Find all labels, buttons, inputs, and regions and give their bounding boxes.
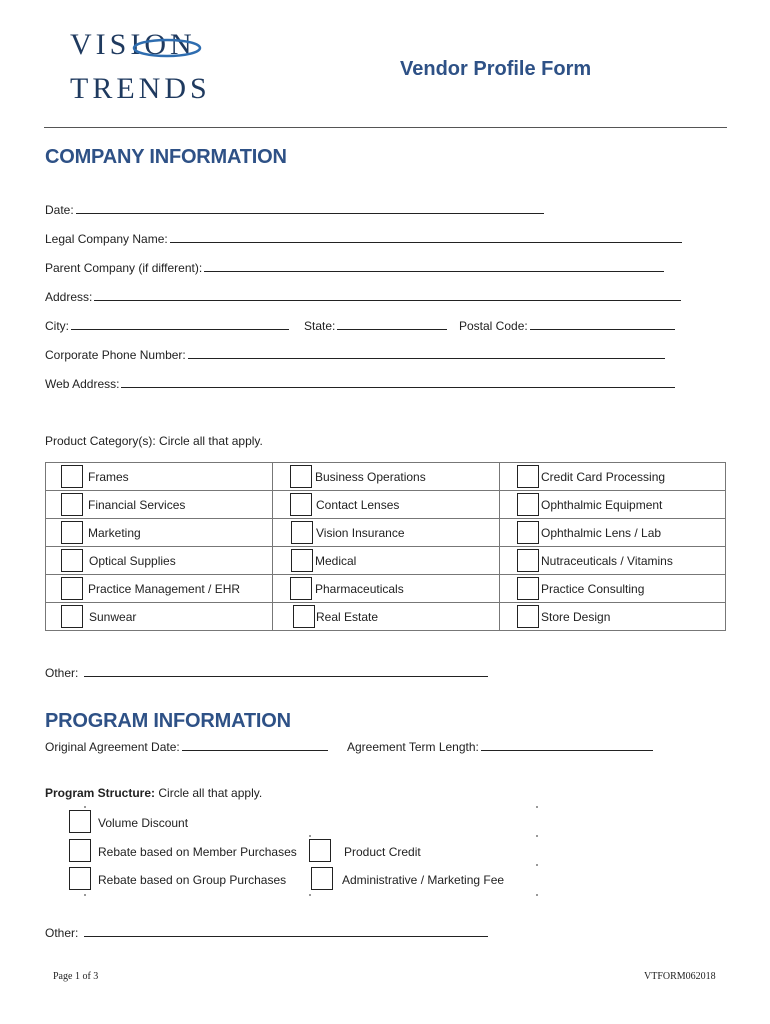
phone-line[interactable] (188, 347, 665, 359)
category-cell[interactable]: Ophthalmic Lens / Lab (500, 519, 726, 547)
checkbox[interactable] (291, 521, 313, 544)
checkbox[interactable] (517, 605, 539, 628)
corner-tick (309, 835, 311, 837)
checkbox[interactable] (517, 577, 539, 600)
parent-company-line[interactable] (204, 260, 664, 272)
city-line[interactable] (71, 318, 289, 330)
category-table (45, 462, 726, 631)
header-divider (44, 127, 727, 128)
table-row (46, 519, 726, 547)
state-field[interactable]: State: (304, 318, 447, 333)
program-other-field[interactable]: Other: (45, 925, 488, 940)
category-cell[interactable]: Practice Management / EHR (46, 575, 273, 603)
checkbox[interactable] (61, 577, 83, 600)
address-line[interactable] (94, 289, 681, 301)
category-cell[interactable]: Nutraceuticals / Vitamins (500, 547, 726, 575)
checkbox[interactable] (69, 867, 91, 890)
postal-field[interactable]: Postal Code: (459, 318, 675, 333)
checkbox[interactable] (293, 605, 315, 628)
category-cell[interactable]: Sunwear (46, 603, 273, 631)
address-field[interactable]: Address: (45, 289, 681, 304)
category-cell[interactable]: Optical Supplies (46, 547, 273, 575)
date-line[interactable] (76, 202, 544, 214)
checkbox[interactable] (69, 839, 91, 862)
company-other-line[interactable] (84, 665, 488, 677)
checkbox[interactable] (290, 577, 312, 600)
category-cell[interactable]: Pharmaceuticals (273, 575, 500, 603)
corner-tick (536, 835, 538, 837)
table-row (46, 603, 726, 631)
logo-eye-icon (132, 36, 202, 60)
table-row (46, 547, 726, 575)
category-cell[interactable]: Business Operations (273, 463, 500, 491)
corner-tick (536, 806, 538, 808)
structure-prompt: Program Structure: Circle all that apply. (45, 786, 263, 800)
checkbox[interactable] (69, 810, 91, 833)
program-other-line[interactable] (84, 925, 488, 937)
category-cell[interactable]: Credit Card Processing (500, 463, 726, 491)
postal-line[interactable] (530, 318, 675, 330)
term-length-field[interactable]: Agreement Term Length: (347, 739, 653, 754)
corner-tick (536, 894, 538, 896)
table-row (46, 491, 726, 519)
legal-name-line[interactable] (170, 231, 682, 243)
checkbox[interactable] (61, 549, 83, 572)
checkbox[interactable] (61, 521, 83, 544)
corner-tick (536, 864, 538, 866)
checkbox[interactable] (311, 867, 333, 890)
category-prompt: Product Category(s): Circle all that apply. (45, 434, 263, 448)
logo-line-1: VISION (70, 28, 196, 61)
checkbox[interactable] (290, 493, 312, 516)
phone-field[interactable]: Corporate Phone Number: (45, 347, 665, 362)
category-cell[interactable]: Financial Services (46, 491, 273, 519)
web-line[interactable] (121, 376, 675, 388)
date-field[interactable]: Date: (45, 202, 544, 217)
legal-name-field[interactable]: Legal Company Name: (45, 231, 682, 246)
corner-tick (309, 894, 311, 896)
parent-company-field[interactable]: Parent Company (if different): (45, 260, 664, 275)
corner-tick (84, 894, 86, 896)
checkbox[interactable] (517, 549, 539, 572)
checkbox[interactable] (61, 605, 83, 628)
checkbox[interactable] (61, 465, 83, 488)
checkbox[interactable] (517, 493, 539, 516)
structure-option[interactable]: Volume Discount (69, 810, 309, 836)
structure-option[interactable]: Rebate based on Group Purchases (69, 867, 309, 893)
category-cell[interactable]: Ophthalmic Equipment (500, 491, 726, 519)
category-cell[interactable]: Store Design (500, 603, 726, 631)
checkbox[interactable] (290, 465, 312, 488)
form-code: VTFORM062018 (644, 971, 716, 982)
category-cell[interactable]: Real Estate (273, 603, 500, 631)
agreement-date-line[interactable] (182, 739, 328, 751)
checkbox[interactable] (291, 549, 313, 572)
company-heading: COMPANY INFORMATION (45, 146, 287, 168)
logo (70, 28, 240, 108)
category-cell[interactable]: Marketing (46, 519, 273, 547)
category-cell[interactable]: Frames (46, 463, 273, 491)
checkbox[interactable] (61, 493, 83, 516)
structure-option[interactable]: Rebate based on Member Purchases (69, 839, 309, 865)
city-field[interactable]: City: (45, 318, 289, 333)
corner-tick (84, 806, 86, 808)
category-cell[interactable]: Practice Consulting (500, 575, 726, 603)
term-length-line[interactable] (481, 739, 653, 751)
structure-option[interactable]: Administrative / Marketing Fee (311, 867, 531, 893)
structure-option[interactable]: Product Credit (309, 839, 529, 865)
agreement-date-field[interactable]: Original Agreement Date: (45, 739, 328, 754)
checkbox[interactable] (517, 465, 539, 488)
table-row (46, 575, 726, 603)
form-title: Vendor Profile Form (400, 58, 592, 80)
category-cell[interactable]: Contact Lenses (273, 491, 500, 519)
checkbox[interactable] (309, 839, 331, 862)
state-line[interactable] (337, 318, 447, 330)
category-cell[interactable]: Medical (273, 547, 500, 575)
category-cell[interactable]: Vision Insurance (273, 519, 500, 547)
web-field[interactable]: Web Address: (45, 376, 675, 391)
page-number: Page 1 of 3 (53, 971, 99, 982)
logo-line-2: TRENDS (70, 72, 211, 105)
table-row (46, 463, 726, 491)
program-heading: PROGRAM INFORMATION (45, 710, 291, 732)
company-other-field[interactable]: Other: (45, 665, 488, 680)
checkbox[interactable] (517, 521, 539, 544)
